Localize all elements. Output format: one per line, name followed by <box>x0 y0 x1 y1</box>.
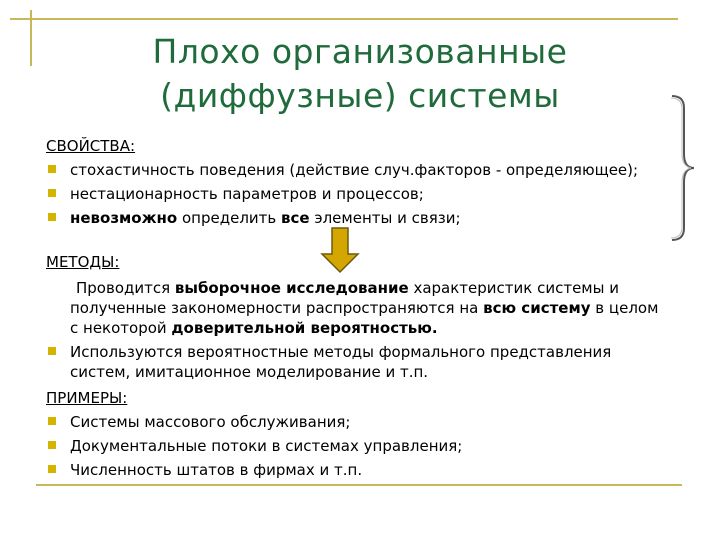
paragraph-text: Проводится <box>76 279 175 297</box>
square-bullet-icon <box>48 441 56 449</box>
square-bullet-icon <box>48 465 56 473</box>
methods-list <box>46 342 666 382</box>
list-item <box>46 412 666 432</box>
methods-paragraph <box>46 278 666 338</box>
list-item <box>46 342 666 382</box>
emphasis-text: все <box>281 209 310 227</box>
decorative-frame-bottom <box>36 484 682 486</box>
right-brace-icon <box>668 92 698 244</box>
slide-content <box>46 136 666 480</box>
list-item-text: Документальные потоки в системах управления; <box>70 437 463 455</box>
decorative-frame-left <box>30 10 32 66</box>
emphasis-text: всю систему <box>483 299 591 317</box>
properties-heading: СВОЙСТВА: <box>46 137 136 155</box>
square-bullet-icon <box>48 165 56 173</box>
emphasis-text: доверительной вероятностью. <box>171 319 438 337</box>
examples-heading: ПРИМЕРЫ: <box>46 389 128 407</box>
list-item-text: стохастичность поведения (действие случ.факторов - определяющее); <box>70 161 639 179</box>
list-item <box>46 160 666 180</box>
square-bullet-icon <box>48 417 56 425</box>
list-item-text: нестационарность параметров и процессов; <box>70 185 424 203</box>
list-item <box>46 184 666 204</box>
square-bullet-icon <box>48 347 56 355</box>
paragraph-text: в целом с некоторой <box>70 299 659 337</box>
list-item <box>46 460 666 480</box>
list-item <box>46 208 666 228</box>
examples-list <box>46 412 666 480</box>
slide-title-line-1: Плохо организованные <box>152 32 568 71</box>
paragraph-text: характеристик системы и полученные закономерности распространяются на <box>70 279 619 317</box>
emphasis-text: невозможно <box>70 209 178 227</box>
slide-title <box>60 30 660 118</box>
list-item <box>46 436 666 456</box>
square-bullet-icon <box>48 213 56 221</box>
list-item-text: элементы и связи; <box>309 209 461 227</box>
list-item-text: определить <box>177 209 282 227</box>
slide-title-line-2: (диффузные) системы <box>160 76 560 115</box>
down-arrow-icon <box>320 226 360 274</box>
methods-heading: МЕТОДЫ: <box>46 253 120 271</box>
list-item-text: Численность штатов в фирмах и т.п. <box>70 461 363 479</box>
list-item-text: Системы массового обслуживания; <box>70 413 351 431</box>
square-bullet-icon <box>48 189 56 197</box>
properties-list <box>46 160 666 228</box>
decorative-frame-top <box>10 18 678 20</box>
list-item-text: Используются вероятностные методы формального представления систем, имитационное моделирование и т.п. <box>70 343 612 381</box>
emphasis-text: выборочное исследование <box>174 279 409 297</box>
